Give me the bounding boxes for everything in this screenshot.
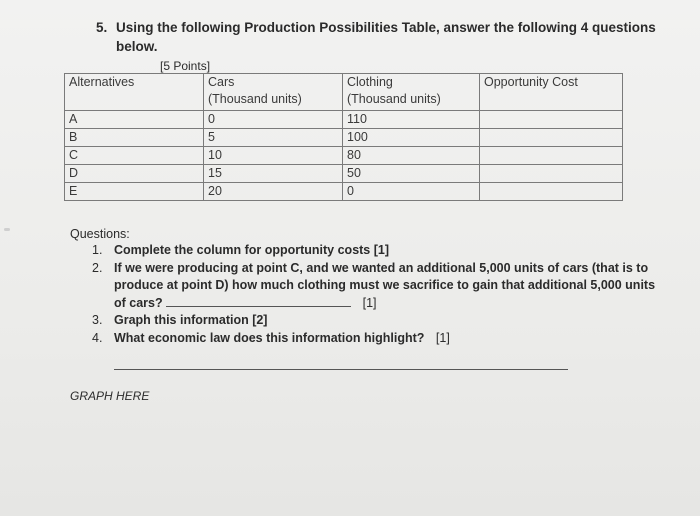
table-header-row — [65, 74, 623, 111]
item-text: If we were producing at point C, and we wanted an additional 5,000 units of cars (that is to produce at point D) how much clothing must we sacrifice to gain that additional 5,000 units of cars? — [114, 260, 656, 310]
cell-alternative: D — [65, 165, 204, 183]
production-possibilities-table — [64, 73, 623, 201]
table-row — [65, 129, 623, 147]
question-heading — [96, 18, 656, 56]
cell-alternative: C — [65, 147, 204, 165]
cell-cars: 20 — [204, 183, 343, 201]
cell-opportunity-cost — [480, 183, 623, 201]
item-number: 1. — [92, 243, 103, 257]
cell-cars: 0 — [204, 111, 343, 129]
page-mark — [4, 228, 10, 231]
table-row — [65, 147, 623, 165]
table-row — [65, 111, 623, 129]
item-text: Complete the column for opportunity costs [1] — [114, 243, 390, 257]
cell-clothing: 100 — [343, 129, 480, 147]
list-item — [92, 330, 662, 348]
cell-opportunity-cost — [480, 129, 623, 147]
cell-clothing: 0 — [343, 183, 480, 201]
header-clothing — [343, 74, 480, 111]
item-text: Graph this information [2] — [114, 313, 268, 327]
header-opportunity-cost: Opportunity Cost — [480, 74, 623, 111]
graph-label: GRAPH HERE — [70, 389, 150, 403]
list-item — [92, 260, 662, 313]
item-number: 4. — [92, 330, 103, 345]
cell-cars: 5 — [204, 129, 343, 147]
answer-blank[interactable] — [166, 295, 351, 307]
table-row — [65, 183, 623, 201]
header-cars — [204, 74, 343, 111]
questions-list — [92, 242, 662, 347]
item-mark: [1] — [362, 295, 377, 310]
header-cars-line1: Cars — [208, 75, 235, 89]
cell-clothing: 80 — [343, 147, 480, 165]
list-item — [92, 242, 662, 260]
cell-cars: 10 — [204, 147, 343, 165]
header-cars-line2: (Thousand units) — [208, 92, 302, 106]
questions-label: Questions: — [70, 227, 130, 241]
header-clothing-line2: (Thousand units) — [347, 92, 441, 106]
cell-alternative: B — [65, 129, 204, 147]
question-text: Using the following Production Possibilities Table, answer the following 4 questions below. — [116, 20, 656, 54]
item-text: What economic law does this information highlight? — [114, 330, 425, 345]
question-number: 5. — [96, 20, 108, 35]
header-alternatives: Alternatives — [65, 74, 204, 111]
item-mark: [1] — [435, 330, 450, 345]
item-number: 3. — [92, 313, 103, 327]
header-clothing-line1: Clothing — [347, 75, 393, 89]
cell-clothing: 110 — [343, 111, 480, 129]
table-row — [65, 165, 623, 183]
cell-cars: 15 — [204, 165, 343, 183]
cell-clothing: 50 — [343, 165, 480, 183]
cell-alternative: E — [65, 183, 204, 201]
cell-alternative: A — [65, 111, 204, 129]
cell-opportunity-cost — [480, 165, 623, 183]
answer-line[interactable] — [114, 369, 568, 370]
cell-opportunity-cost — [480, 111, 623, 129]
item-number: 2. — [92, 260, 103, 275]
points-label: [5 Points] — [160, 59, 211, 73]
cell-opportunity-cost — [480, 147, 623, 165]
list-item — [92, 312, 662, 330]
